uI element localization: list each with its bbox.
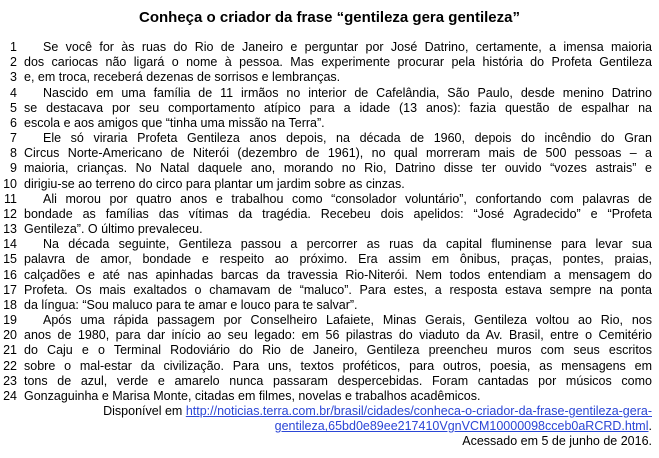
line-text: escola e aos amigos que “tinha uma missão na Terra”. (24, 115, 325, 130)
line-text: sobre o mal-estar da civilização. Para uns, textos proféticos, para outros, poesia, as mensagens em (24, 358, 652, 373)
text-line (0, 40, 659, 55)
source-line-1 (0, 404, 652, 419)
text-line (0, 192, 659, 207)
source-url-part2[interactable]: gentileza,65bd0e89ee217410VgnVCM10000098cceb0aRCRD.html (274, 419, 649, 434)
line-text: do Caju e o Terminal Rodoviário do Rio de Janeiro, Gentileza preencheu muros com seus escritos (24, 343, 652, 358)
line-text: dirigiu-se ao terreno do circo para plantar um jardim sobre as cinzas. (24, 176, 405, 191)
line-number: 17 (3, 282, 17, 297)
text-line (0, 252, 659, 267)
text-line (0, 283, 659, 298)
line-text: calçadões e até nas apinhadas barcas da travessia Rio-Niterói. Nem todos entendiam a mensagem do (24, 267, 652, 282)
text-line (0, 207, 659, 222)
line-number: 10 (3, 176, 17, 191)
text-line (0, 359, 659, 374)
text-line (0, 86, 659, 101)
accessed-date: Acessado em 5 de junho de 2016. (462, 434, 652, 449)
line-text: se destacava por seu comportamento atípico para a idade (13 anos): fazia questão de espalhar na (24, 100, 652, 115)
line-text: Gonzaguinha e Marisa Monte, citadas em filmes, novelas e trabalhos acadêmicos. (24, 388, 481, 403)
page-title: Conheça o criador da frase “gentileza gera gentileza” (139, 9, 520, 26)
text-line (0, 55, 659, 70)
text-line (0, 343, 659, 358)
line-text: Na década seguinte, Gentileza passou a percorrer as ruas da capital fluminense para levar sua (43, 237, 652, 252)
line-text: Ele só viraria Profeta Gentileza anos depois, na década de 1960, depois do incêndio do Gran (43, 131, 652, 146)
source-prefix-label: Disponível em (103, 404, 186, 419)
line-number: 7 (10, 131, 17, 146)
text-line (0, 328, 659, 343)
line-text: Após uma rápida passagem por Conselheiro Lafaiete, Minas Gerais, Gentileza voltou ao Rio, nos (43, 313, 652, 328)
line-text: Gentileza”. O último prevaleceu. (24, 222, 203, 237)
source-url-part1[interactable]: http://noticias.terra.com.br/brasil/cidades/conheca-o-criador-da-frase-gentileza-gera- (185, 404, 652, 419)
text-body (0, 40, 659, 404)
text-line (0, 237, 659, 252)
line-number: 14 (3, 237, 17, 252)
text-line (0, 374, 659, 389)
text-line (0, 116, 659, 131)
line-text: Se você for às ruas do Rio de Janeiro e perguntar por José Datrino, certamente, a imensa maioria (43, 40, 652, 54)
line-number: 4 (10, 85, 17, 100)
text-line (0, 146, 659, 161)
line-text: da língua: “Sou maluco para te amar e louco para te salvar”. (24, 297, 358, 312)
text-line (0, 131, 659, 146)
line-text: palavra de amor, bondade e respeito ao próximo. Era assim em ônibus, praças, pontes, praias, (24, 252, 652, 267)
line-number: 11 (4, 191, 17, 206)
line-text: maioria, crianças. No Natal daquele ano, morando no Rio, Datrino disse ter ouvido “vozes astrais” e (24, 161, 652, 176)
source-period: . (648, 419, 652, 434)
line-number: 21 (3, 343, 17, 358)
line-number: 15 (3, 252, 17, 267)
line-text: dos cariocas não ligará o nome à pessoa. Mas experimente procurar pela história do Profeta Gentileza (24, 55, 652, 70)
line-number: 8 (10, 146, 17, 161)
line-number: 20 (3, 328, 17, 343)
line-number: 24 (3, 388, 17, 403)
line-number: 9 (10, 161, 17, 176)
line-number: 13 (3, 222, 17, 237)
line-text: Profeta. Os mais exaltados o chamavam de “maluco”. Para estes, a resposta estava sempre na ponta (24, 282, 652, 297)
line-number: 19 (3, 313, 17, 328)
text-line (0, 389, 659, 404)
line-number: 3 (10, 70, 17, 85)
source-citation (0, 404, 659, 450)
line-number: 5 (10, 100, 17, 115)
text-line (0, 101, 659, 116)
line-text: tons de azul, verde e amarelo nunca passaram despercebidas. Foram cantadas por músicos como (24, 373, 652, 388)
text-line (0, 70, 659, 85)
line-text: Ali morou por quatro anos e trabalhou como “consolador voluntário”, confortando com palavras de (43, 191, 652, 206)
text-line (0, 161, 659, 176)
line-number: 18 (3, 297, 17, 312)
line-number: 22 (3, 358, 17, 373)
line-text: bondade as famílias das vítimas da tragédia. Recebeu dois apelidos: “José Agradecido” e “Profeta (24, 206, 652, 221)
source-line-2 (0, 419, 652, 434)
line-text: Circus Norte-Americano de Niterói (dezembro de 1961), no qual morreram mais de 500 pessoas – a (24, 146, 652, 161)
line-number: 16 (3, 267, 17, 282)
line-number: 2 (10, 55, 17, 70)
text-line (0, 313, 659, 328)
line-number: 23 (3, 373, 17, 388)
line-number: 12 (3, 206, 17, 221)
text-line (0, 177, 659, 192)
text-line (0, 222, 659, 237)
line-text: e, em troca, receberá dezenas de sorrisos e lembranças. (24, 70, 341, 85)
line-number: 1 (10, 40, 17, 54)
line-text: anos de 1980, para dar início ao seu legado: em 56 pilastras do viaduto da Av. Brasil, entre o Cemitério (24, 328, 652, 343)
line-number: 6 (10, 115, 17, 130)
text-line (0, 298, 659, 313)
line-text: Nascido em uma família de 11 irmãos no interior de Cafelândia, São Paulo, desde menino Datrino (43, 85, 652, 100)
text-line (0, 268, 659, 283)
